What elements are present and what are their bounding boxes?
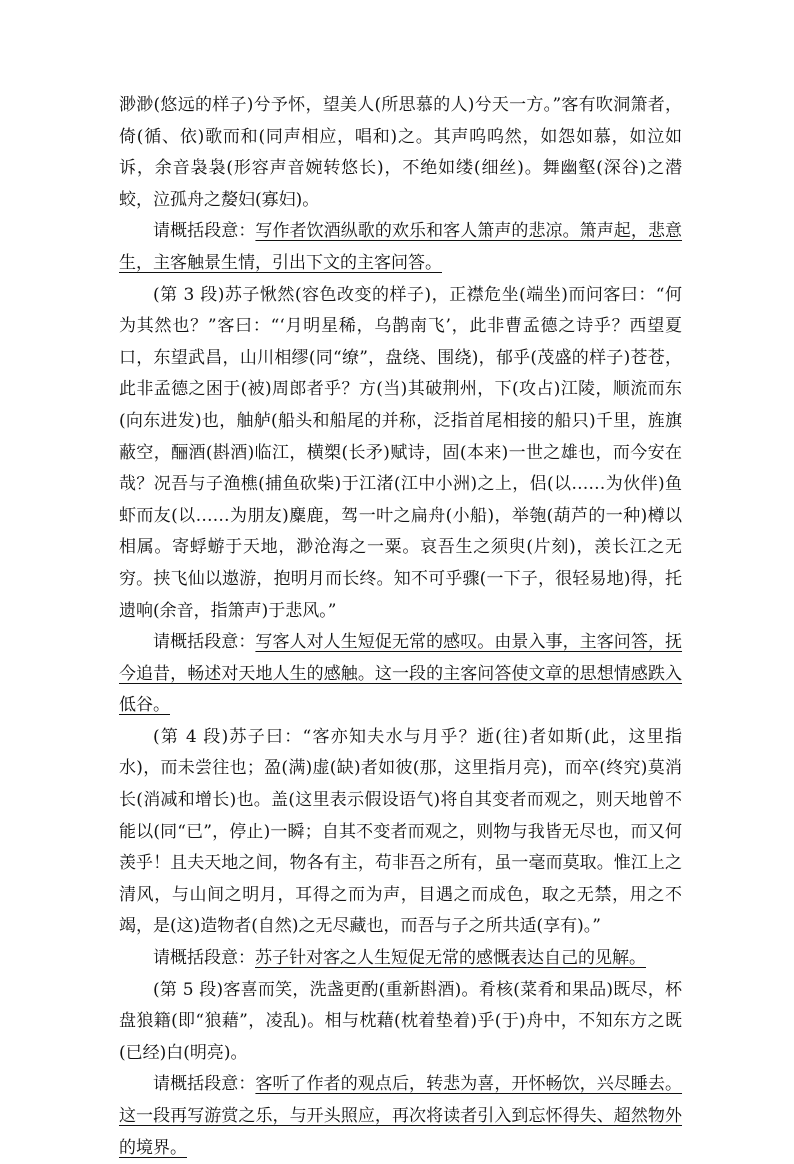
summary-prompt-4 — [119, 943, 682, 975]
document-page — [119, 90, 682, 1164]
paragraph-3-text: (第 3 段)苏子愀然(容色改变的样子)，正襟危坐(端坐)而问客曰：“何为其然也？”客曰：“‘月明星稀，乌鹊南飞’，此非曹孟德之诗乎？西望夏口，东望武昌，山川相缪(同“缭”，盘绕、围绕)，郁乎(茂盛的样子)苍苍，此非孟德之困于(被)周郎者乎？方(当)其破荆州，下(攻占)江陵，顺流而东(向东进发)也，舳舻(船头和船尾的并称，泛指首尾相接的船只)千里，旌旗蔽空，酾酒(斟酒)临江，横槊(长矛)赋诗，固(本来)一世之雄也，而今安在哉？况吾与子渔樵(捕鱼砍柴)于江渚(江中小洲)之上，侣(以……为伙伴)鱼虾而友(以……为朋友)麋鹿，驾一叶之扁舟(小船)，举匏(葫芦的一种)樽以相属。寄蜉蝣于天地，渺沧海之一粟。哀吾生之须臾(片刻)，羡长江之无穷。挟飞仙以遨游，抱明月而长终。知不可乎骤(一下子，很轻易地)得，托遗响(余音，指箫声)于悲风。” — [119, 284, 682, 621]
paragraph-4-text: (第 4 段)苏子曰：“客亦知夫水与月乎？逝(往)者如斯(此，这里指水)，而未尝往也；盈(满)虚(缺)者如彼(那，这里指月亮)，而卒(终究)莫消长(消减和增长)也。盖(这里表示假设语气)将自其变者而观之，则天地曾不能以(同“已”，停止)一瞬；自其不变者而观之，则物与我皆无尽也，而又何羡乎！且夫天地之间，物各有主，苟非吾之所有，虽一毫而莫取。惟江上之清风，与山间之明月，耳得之而为声，目遇之而成色，取之无禁，用之不竭，是(这)造物者(自然)之无尽藏也，而吾与子之所共适(享有)。” — [119, 726, 682, 937]
summary-label: 请概括段意： — [153, 632, 256, 653]
paragraph-2-text: 渺渺(悠远的样子)兮予怀，望美人(所思慕的人)兮天一方。”客有吹洞箫者，倚(循、依)歌而和(同声相应，唱和)之。其声呜呜然，如怨如慕，如泣如诉，余音袅袅(形容声音婉转悠长)，不绝如缕(细丝)。舞幽壑(深谷)之潜蛟，泣孤舟之嫠妇(寡妇)。 — [119, 95, 682, 210]
summary-prompt-3 — [119, 627, 682, 722]
summary-answer: 写作者饮酒纵歌的欢乐和客人箫声的悲凉。箫声起，悲意生，主客触景生情，引出下文的主客问答。 — [119, 221, 683, 273]
summary-label: 请概括段意： — [153, 948, 255, 969]
summary-prompt-2 — [119, 216, 682, 279]
summary-answer: 写客人对人生短促无常的感叹。由景入事，主客问答，抚今追昔，畅述对天地人生的感触。这一段的主客问答使文章的思想情感跌入低谷。 — [119, 632, 683, 716]
summary-answer: 苏子针对客之人生短促无常的感慨表达自己的见解。 — [255, 948, 646, 969]
summary-label: 请概括段意： — [153, 221, 256, 242]
summary-prompt-5 — [119, 1069, 682, 1164]
summary-answer: 客听了作者的观点后，转悲为喜，开怀畅饮，兴尽睡去。这一段再写游赏之乐，与开头照应，再次将读者引入到忘怀得失、超然物外的境界。 — [119, 1074, 683, 1158]
summary-label: 请概括段意： — [153, 1074, 256, 1095]
paragraph-5-text: (第 5 段)客喜而笑，洗盏更酌(重新斟酒)。肴核(菜肴和果品)既尽，杯盘狼籍(即“狼藉”，凌乱)。相与枕藉(枕着垫着)乎(于)舟中，不知东方之既(已经)白(明亮)。 — [119, 979, 682, 1063]
